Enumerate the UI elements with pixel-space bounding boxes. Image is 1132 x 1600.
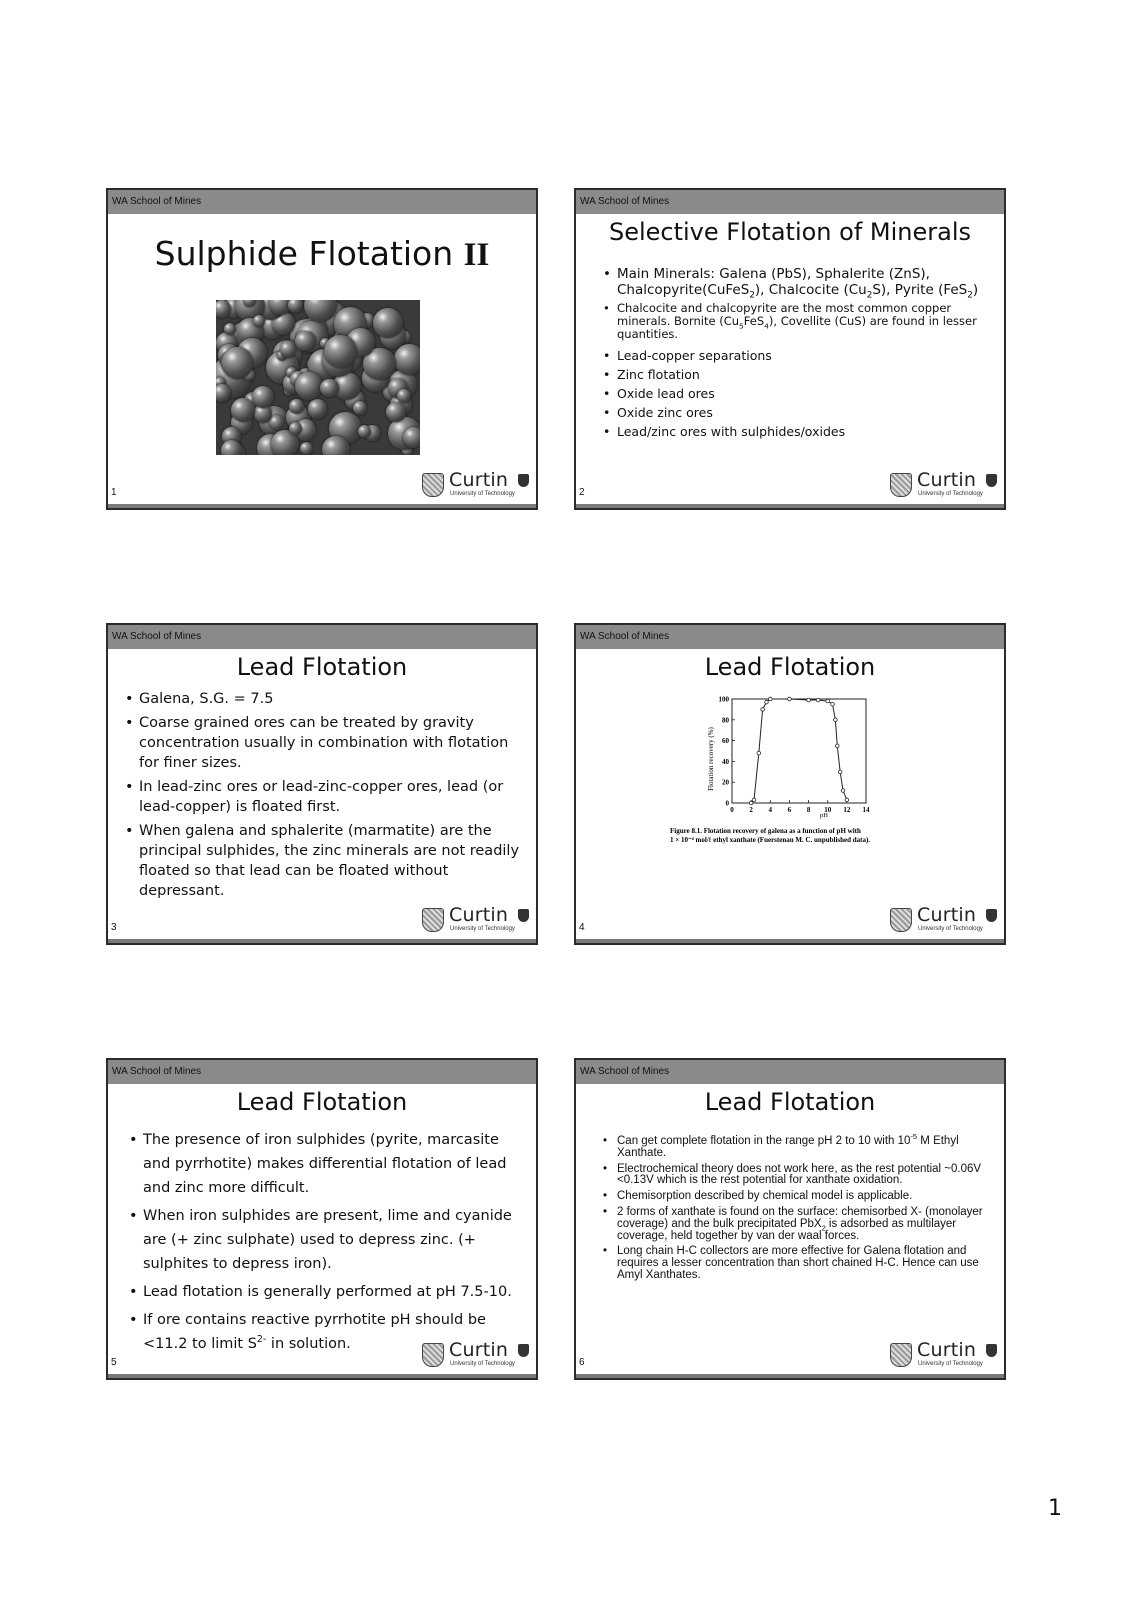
- list-item: • When iron sulphides are present, lime and cyanide are (+ zinc sulphate) used to depress zinc. (+ sulphites to depress iron).: [126, 1204, 526, 1276]
- bubble: [373, 308, 403, 338]
- slide-number: 1: [111, 487, 117, 498]
- list-item: • Lead/zinc ores with sulphides/oxides: [600, 424, 990, 440]
- x-tick-label: 8: [806, 806, 811, 814]
- slide-header: WA School of Mines: [576, 1060, 1004, 1084]
- list-item: • When galena and sphalerite (marmatite) are the principal sulphides, the zinc minerals are not readily floated so that lead can be floated without depressant.: [122, 821, 524, 901]
- list-item: • Oxide zinc ores: [600, 405, 990, 421]
- x-tick-label: 6: [787, 806, 792, 814]
- slide-title: Lead Flotation: [704, 1088, 876, 1116]
- slide-footer-bar: [576, 504, 1004, 508]
- bubble: [280, 341, 297, 358]
- bubble: [300, 442, 313, 455]
- shield-icon: [518, 474, 529, 487]
- bullet-list: [600, 1132, 992, 1282]
- bullet-list: [122, 689, 524, 901]
- slide-5: [106, 1058, 538, 1380]
- list-item: • 2 forms of xanthate is found on the surface: chemisorbed X- (monolayer coverage) and the bulk precipitated PbX$_2$ is adsorbed as multilayer coverage, held together by van der waal forces.: [600, 1207, 992, 1242]
- curtin-logo: Curtin University of Technology: [422, 1342, 530, 1370]
- data-point: [752, 798, 756, 802]
- curtin-logo: Curtin University of Technology: [890, 472, 998, 500]
- shield-icon: [518, 909, 529, 922]
- shield-icon: [986, 909, 997, 922]
- slide-footer-bar: [576, 939, 1004, 943]
- bubble: [216, 384, 231, 401]
- slide-header: WA School of Mines: [108, 625, 536, 649]
- slide-2: [574, 188, 1006, 510]
- data-point: [768, 697, 772, 701]
- slide-title: Selective Flotation of Minerals: [608, 218, 972, 246]
- bubble: [394, 344, 420, 375]
- list-item: • Chemisorption described by chemical model is applicable.: [600, 1191, 992, 1203]
- x-axis-label: pH: [820, 812, 828, 819]
- bullet-list: [600, 266, 990, 440]
- slide-6: [574, 1058, 1006, 1380]
- y-tick-label: 40: [722, 757, 729, 766]
- data-point: [816, 698, 820, 702]
- data-point: [765, 700, 769, 704]
- bubble: [231, 398, 255, 422]
- slide-footer-bar: [576, 1374, 1004, 1378]
- slide-header: WA School of Mines: [108, 190, 536, 214]
- bubble: [295, 331, 316, 352]
- flotation-froth-photo: [216, 300, 420, 455]
- bubble: [403, 427, 420, 448]
- bubble: [320, 379, 338, 397]
- slide-footer-bar: [108, 1374, 536, 1378]
- list-item: • Lead-copper separations: [600, 348, 990, 364]
- x-tick-label: 4: [768, 806, 773, 814]
- slide-number: 5: [111, 1357, 117, 1368]
- bubble: [295, 372, 323, 400]
- list-item: • Coarse grained ores can be treated by gravity concentration usually in combination with flotation for finer sizes.: [122, 713, 524, 773]
- plot-frame: [732, 699, 866, 803]
- bubble: [324, 335, 357, 368]
- curtin-logo: Curtin University of Technology: [422, 472, 530, 500]
- list-item: • Can get complete flotation in the range pH 2 to 10 with $10^{-5}$ M Ethyl Xanthate.: [600, 1136, 992, 1160]
- x-tick-label: 0: [730, 806, 734, 814]
- slide-3: [106, 623, 538, 945]
- y-tick-label: 80: [722, 716, 729, 725]
- slide-1: [106, 188, 538, 510]
- data-point: [831, 702, 835, 706]
- shield-icon: [986, 474, 997, 487]
- slide-title: Lead Flotation: [236, 653, 408, 681]
- x-tick-label: 14: [862, 806, 870, 814]
- data-point: [788, 697, 792, 701]
- slide-number: 4: [579, 922, 585, 933]
- data-point: [757, 751, 761, 755]
- slide-number: 2: [579, 487, 585, 498]
- bubble: [397, 389, 411, 403]
- bubble: [289, 399, 304, 414]
- series-line: [751, 699, 847, 803]
- curtin-crest-icon: [422, 908, 444, 932]
- list-item: • The presence of iron sulphides (pyrite, marcasite and pyrrhotite) makes differential flotation of lead and zinc more difficult.: [126, 1128, 526, 1200]
- data-point: [761, 708, 765, 712]
- data-point: [841, 789, 845, 793]
- shield-icon: [986, 1344, 997, 1357]
- curtin-logo: Curtin University of Technology: [890, 907, 998, 935]
- bubble: [252, 386, 274, 408]
- bubble: [222, 347, 254, 379]
- curtin-crest-icon: [890, 1343, 912, 1367]
- page-number: 1: [1048, 1496, 1062, 1521]
- y-tick-label: 0: [725, 799, 729, 808]
- slide-number: 3: [111, 922, 117, 933]
- bubble: [224, 323, 236, 335]
- slide-number: 6: [579, 1357, 585, 1368]
- y-tick-label: 100: [718, 695, 729, 704]
- curtin-crest-icon: [890, 473, 912, 497]
- bubble: [289, 422, 302, 435]
- list-item: • If ore contains reactive pyrrhotite pH should be <11.2 to limit $S^{2-}$ in solution.: [126, 1308, 526, 1356]
- bubble: [253, 315, 265, 327]
- bubble: [221, 440, 242, 455]
- figure-caption: 1 × 10⁻⁴ mol/ℓ ethyl xanthate (Fuerstenau M. C. unpublished data).: [670, 836, 871, 844]
- slide-4: [574, 623, 1006, 945]
- bubble: [288, 300, 303, 313]
- curtin-crest-icon: [890, 908, 912, 932]
- data-point: [826, 699, 830, 703]
- list-item: • Chalcocite and chalcopyrite are the most common copper minerals. Bornite $(Cu_5FeS_4)$, Covellite (CuS) are found in lesser quantities.: [600, 302, 990, 341]
- data-point: [835, 744, 839, 748]
- x-tick-label: 10: [824, 806, 832, 814]
- slide-header: WA School of Mines: [576, 625, 1004, 649]
- curtin-logo: Curtin University of Technology: [890, 1342, 998, 1370]
- curtin-crest-icon: [422, 1343, 444, 1367]
- slide-footer-bar: [108, 504, 536, 508]
- data-point: [838, 770, 842, 774]
- bubble: [308, 399, 328, 419]
- figure-caption: Figure 8.1. Flotation recovery of galena as a function of pH with: [670, 827, 861, 835]
- shield-icon: [518, 1344, 529, 1357]
- data-point: [807, 698, 811, 702]
- list-item: • Oxide lead ores: [600, 386, 990, 402]
- list-item: • In lead-zinc ores or lead-zinc-copper ores, lead (or lead-copper) is floated first.: [122, 777, 524, 817]
- bullet-list: [126, 1128, 526, 1356]
- list-item: • Long chain H-C collectors are more effective for Galena flotation and requires a lesser concentration than short chained H-C. Hence can use Amyl Xanthates.: [600, 1246, 992, 1281]
- curtin-logo: Curtin University of Technology: [422, 907, 530, 935]
- slide-title: Lead Flotation: [236, 1088, 408, 1116]
- list-item: • Lead flotation is generally performed at pH 7.5-10.: [126, 1280, 526, 1304]
- list-item: • Zinc flotation: [600, 367, 990, 383]
- curtin-crest-icon: [422, 473, 444, 497]
- y-axis-label: Flotation recovery (%): [707, 727, 715, 791]
- data-point: [749, 801, 753, 805]
- slide-header: WA School of Mines: [108, 1060, 536, 1084]
- data-point: [845, 798, 849, 802]
- bubble: [353, 401, 367, 415]
- recovery-chart-svg: [666, 691, 916, 856]
- slide-title: Sulphide Flotation II: [154, 234, 490, 273]
- y-tick-label: 60: [722, 737, 729, 746]
- data-point: [834, 718, 838, 722]
- slide-title: Lead Flotation: [704, 653, 876, 681]
- list-item: • Galena, S.G. = 7.5: [122, 689, 524, 709]
- list-item: • Electrochemical theory does not work here, as the rest potential ~0.06V <0.13V which is the rest potential for xanthate oxidation.: [600, 1164, 992, 1188]
- recovery-chart: [666, 691, 916, 856]
- x-tick-label: 2: [749, 806, 753, 814]
- y-tick-label: 20: [722, 778, 729, 787]
- bubble: [322, 436, 349, 455]
- slide-header: WA School of Mines: [576, 190, 1004, 214]
- slide-footer-bar: [108, 939, 536, 943]
- list-item: • Main Minerals: Galena (PbS), Sphalerite (ZnS), Chalcopyrite(CuFeS$_2$), Chalcocite $(Cu_2S)$, Pyrite (FeS$_2$): [600, 266, 990, 298]
- x-tick-label: 12: [843, 806, 851, 814]
